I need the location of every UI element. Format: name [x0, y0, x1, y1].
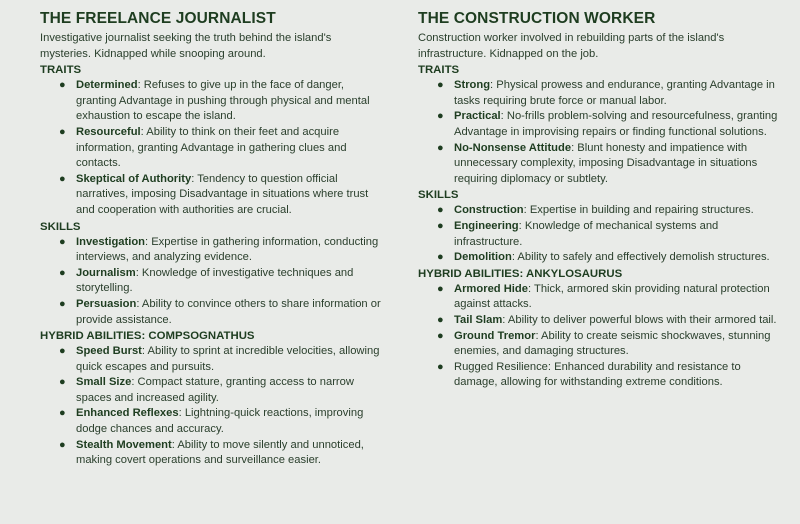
item-name: Resourceful — [76, 125, 141, 138]
journalist-hybrid-list — [40, 344, 385, 469]
item-desc: : Ability to think on their feet and acquire information, granting Advantage in gathering clues and contacts. — [76, 125, 347, 170]
item-name: Stealth Movement — [76, 438, 172, 451]
worker-skills-list — [418, 203, 778, 265]
item-desc: : Physical prowess and endurance, granting Advantage in tasks requiring brute force or manual labor. — [454, 79, 775, 107]
item-desc: : Knowledge of mechanical systems and infrastructure. — [454, 219, 719, 248]
list-item — [59, 297, 385, 328]
item-name: Skeptical of Authority — [76, 172, 192, 185]
bullet-icon: ● — [437, 204, 444, 217]
item-desc: : Knowledge of investigative techniques and storytelling. — [76, 266, 354, 295]
item-desc: : Ability to sprint at incredible velocities, allowing quick escapes and pursuits. — [76, 345, 380, 373]
bullet-icon: ● — [59, 407, 66, 420]
item-name: Ground Tremor — [454, 329, 536, 342]
list-item — [59, 266, 385, 297]
list-item — [437, 282, 778, 313]
bullet-icon: ● — [59, 376, 66, 389]
bullet-icon: ● — [437, 329, 444, 342]
bullet-icon: ● — [437, 79, 444, 92]
bullet-icon: ● — [59, 266, 66, 279]
list-item — [59, 172, 385, 219]
journalist-traits-list — [40, 78, 385, 218]
worker-traits-list — [418, 78, 778, 187]
list-item — [59, 406, 385, 437]
bullet-icon: ● — [59, 438, 66, 451]
item-name: Investigation — [76, 235, 145, 248]
bullet-icon: ● — [59, 297, 66, 310]
item-desc: : No-frills problem-solving and resourcefulness, granting Advantage in improvising repairs or finding functional solutions. — [454, 110, 778, 138]
item-name: Strong — [454, 79, 491, 92]
list-item — [437, 313, 778, 329]
list-item — [437, 219, 778, 250]
item-desc: : Compact stature, granting access to narrow spaces and increased agility. — [76, 376, 354, 404]
journalist-traits-heading: TRAITS — [40, 64, 82, 77]
bullet-icon: ● — [437, 141, 444, 154]
item-desc: : Blunt honesty and impatience with unnecessary complexity, imposing Disadvantage in situations requiring diplomacy or subtlety. — [454, 141, 758, 185]
item-desc: : Ability to create seismic shockwaves, stunning enemies, and damaging structures. — [454, 329, 771, 358]
bullet-icon: ● — [437, 282, 444, 295]
list-item — [59, 125, 385, 172]
item-desc: : Expertise in gathering information, conducting interviews, and analyzing evidence. — [76, 235, 379, 264]
item-desc: : Ability to convince others to share information or provide assistance. — [76, 297, 381, 326]
construction-worker-column — [418, 10, 778, 391]
list-item — [59, 344, 385, 375]
worker-traits-heading: TRAITS — [418, 64, 460, 77]
item-desc: : Expertise in building and repairing structures. — [523, 204, 754, 217]
item-name: Engineering — [454, 219, 519, 232]
list-item — [437, 141, 778, 188]
item-name: Persuasion — [76, 297, 137, 310]
item-name: Tail Slam — [454, 313, 503, 326]
worker-skills-heading: SKILLS — [418, 189, 459, 202]
item-name: Demolition — [454, 251, 512, 264]
item-name: No-Nonsense Attitude — [454, 141, 572, 154]
list-item — [437, 78, 778, 109]
list-item — [59, 375, 385, 406]
list-item — [437, 360, 778, 391]
item-name: Armored Hide — [454, 282, 528, 295]
worker-hybrid-list — [418, 282, 778, 391]
item-name: Speed Burst — [76, 345, 142, 358]
list-item — [59, 235, 385, 266]
item-name: Construction — [454, 204, 524, 217]
bullet-icon: ● — [437, 251, 444, 264]
item-name: Practical — [454, 110, 501, 123]
bullet-icon: ● — [59, 235, 66, 248]
journalist-intro: Investigative journalist seeking the truth behind the island's mysteries. Kidnapped while snooping around. — [40, 32, 332, 60]
journalist-hybrid-heading: HYBRID ABILITIES: COMPSOGNATHUS — [40, 330, 255, 343]
bullet-icon: ● — [437, 360, 444, 373]
item-name: Journalism — [76, 266, 136, 279]
item-desc: : Lightning-quick reactions, improving dodge chances and accuracy. — [76, 407, 364, 436]
list-item — [437, 203, 778, 219]
item-desc: Rugged Resilience: Enhanced durability and resistance to damage, allowing for withstanding extreme conditions. — [454, 360, 741, 389]
item-name: Determined — [76, 79, 138, 92]
bullet-icon: ● — [437, 219, 444, 232]
worker-hybrid-heading: HYBRID ABILITIES: ANKYLOSAURUS — [418, 267, 623, 280]
bullet-icon: ● — [59, 172, 66, 185]
list-item — [437, 329, 778, 360]
bullet-icon: ● — [59, 79, 66, 92]
item-desc: : Ability to deliver powerful blows with their armored tail. — [502, 313, 777, 326]
item-name: Enhanced Reflexes — [76, 407, 179, 420]
journalist-column — [40, 10, 385, 469]
journalist-title: THE FREELANCE JOURNALIST — [40, 10, 276, 27]
list-item — [437, 250, 778, 266]
item-desc: : Ability to move silently and unnoticed, making covert operations and surveillance easier. — [76, 438, 364, 467]
bullet-icon: ● — [437, 313, 444, 326]
item-desc: : Refuses to give up in the face of danger, granting Advantage in pushing through physical and mental exhaustion to escape the island. — [76, 79, 370, 123]
worker-intro: Construction worker involved in rebuilding parts of the island's infrastructure. Kidnapped on the job. — [418, 32, 725, 60]
item-desc: : Thick, armored skin providing natural protection against attacks. — [454, 282, 770, 311]
item-name: Small Size — [76, 376, 132, 389]
bullet-icon: ● — [59, 125, 66, 138]
worker-title: THE CONSTRUCTION WORKER — [418, 10, 656, 27]
item-desc: : Ability to safely and effectively demolish structures. — [511, 251, 770, 264]
bullet-icon: ● — [59, 345, 66, 358]
item-desc: : Tendency to question official narratives, imposing Disadvantage in situations where trust and cooperation with authorities are crucial. — [76, 172, 369, 216]
list-item — [59, 438, 385, 469]
journalist-skills-list — [40, 235, 385, 329]
bullet-icon: ● — [437, 110, 444, 123]
journalist-skills-heading: SKILLS — [40, 220, 81, 233]
list-item — [437, 109, 778, 140]
list-item — [59, 78, 385, 125]
